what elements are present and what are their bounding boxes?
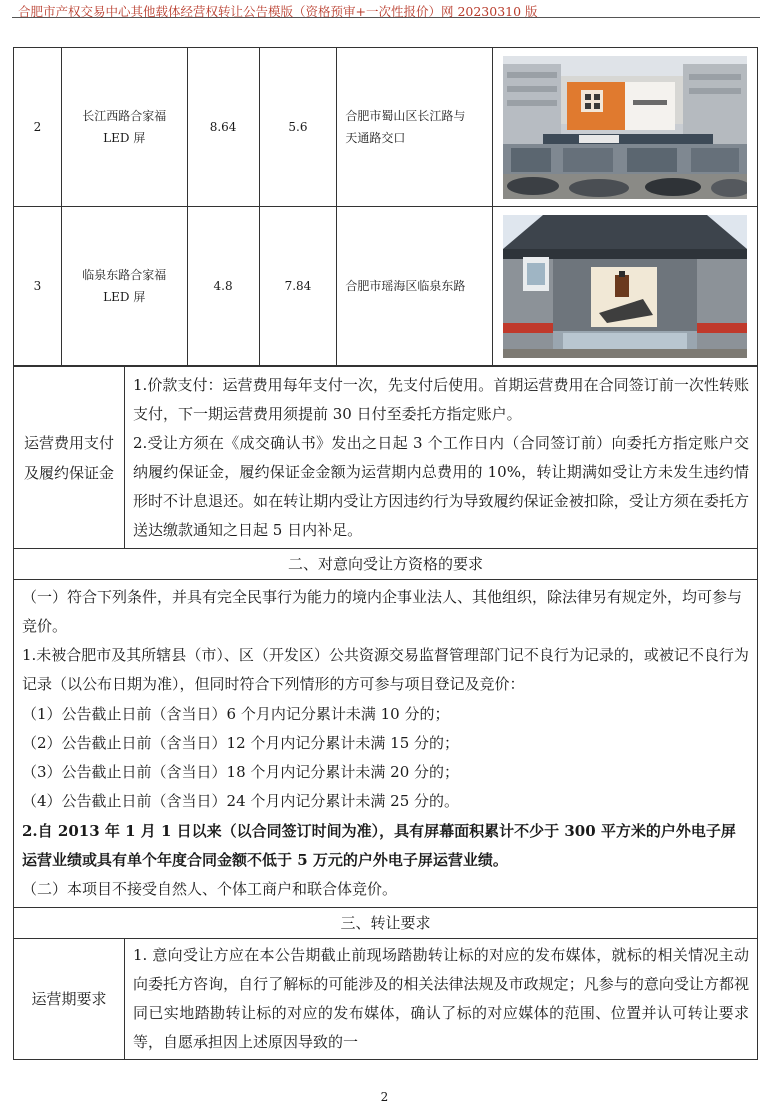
storefront-photo [503,56,747,199]
section-header-row [14,549,758,580]
media-address [337,207,493,366]
address-line: 合肥市蜀山区长江路与 [345,109,466,123]
requirements-table [13,366,758,1060]
qualification-para: 1.未被合肥市及其所辖县（市）、区（开发区）公共资源交易监督管理部门记不良行为记录的，或被记不良行为记录（以公布日期为准），但同时符合下列情形的方可参与项目登记及竞价： [22,646,749,694]
payment-content [124,367,757,549]
address-line: 合肥市瑶海区临泉东路 [345,279,466,293]
qualification-sub-item: （2）公告截止日前（含当日）12 个月内记分累计未满 15 分的； [22,733,460,752]
qualification-para: （一）符合下列条件，并具有完全民事行为能力的境内企事业法人、其他组织，除法律另有规定外，均可参与竞价。 [22,587,743,636]
page-number: 2 [380,1090,389,1104]
media-name [61,48,187,207]
media-name-line: LED 屏 [103,131,146,145]
payment-label [14,367,125,549]
media-photo-cell [493,207,758,366]
qualification-sub-item: （1）公告截止日前（含当日）6 个月内记分累计未满 10 分的； [22,704,450,723]
media-photo-cell [493,48,758,207]
table-row [14,48,758,207]
media-name-line: 长江西路合家福 [82,109,167,123]
mall-facade-photo [503,215,747,358]
media-value: 7.84 [259,207,337,366]
qualification-sub-item: （4）公告截止日前（含当日）24 个月内记分累计未满 25 分的。 [22,792,460,811]
qualification-row [14,580,758,908]
address-line: 天通路交口 [345,131,406,145]
payment-row [14,367,758,549]
operation-content [124,939,757,1060]
media-address [337,48,493,207]
media-table [13,47,758,366]
operation-label: 运营期要求 [14,939,125,1060]
qualification-note: （二）本项目不接受自然人、个体工商户和联合体竞价。 [22,879,398,898]
section-title: 二、对意向受让方资格的要求 [14,549,758,580]
media-area: 4.8 [187,207,259,366]
section-header-row [14,908,758,939]
media-area: 8.64 [187,48,259,207]
operation-row [14,939,758,1060]
media-name-line: LED 屏 [103,290,146,304]
header-rule [12,17,760,18]
media-name [61,207,187,366]
table-row [14,207,758,366]
qualification-sub-item: （3）公告截止日前（含当日）18 个月内记分累计未满 20 分的； [22,763,460,782]
page-header: 合肥市产权交易中心其他载体经营权转让公告模版（资格预审+一次性报价）网 20230310 版 [18,4,538,19]
qualification-para-bold: 2.自 2013 年 1 月 1 日以来（以合同签订时间为准），具有屏幕面积累计不少于 300 平方米的户外电子屏运营业绩或具有单个年度合同金额不低于 5 万元的户外电子屏运营业绩。 [22,821,736,869]
row-number: 2 [14,48,62,207]
media-name-line: 临泉东路合家福 [82,268,167,282]
row-number: 3 [14,207,62,366]
section-title: 三、转让要求 [14,908,758,939]
payment-para: 2.受让方须在《成交确认书》发出之日起 3 个工作日内（合同签订前）向委托方指定账户交纳履约保证金，履约保证金金额为运营期内总费用的 10%，转让期满如受让方未发生违约情形时不计息退还。如在转让期内受让方因违约行为导致履约保证金被扣除，受让方须在委托方送达缴款通知之日起 5 日内补足。 [132,433,749,539]
operation-para: 1. 意向受让方应在本公告期截止前现场踏勘转让标的对应的发布媒体，就标的相关情况主动向委托方咨询，自行了解标的可能涉及的相关法律法规及市政规定；凡参与的意向受让方都视同已实地踏勘转让标的对应的发布媒体，确认了标的对应媒体的范围、位置并认可转让要求等，自愿承担因上述原因导致的一 [132,946,749,1051]
payment-label-text: 运营费用支付及履约保证金 [23,433,114,482]
payment-para: 1.价款支付：运营费用每年支付一次，先支付后使用。首期运营费用在合同签订前一次性转账支付，下一期运营费用须提前 30 日付至委托方指定账户。 [132,375,749,423]
media-value: 5.6 [259,48,337,207]
qualification-content [14,580,758,908]
